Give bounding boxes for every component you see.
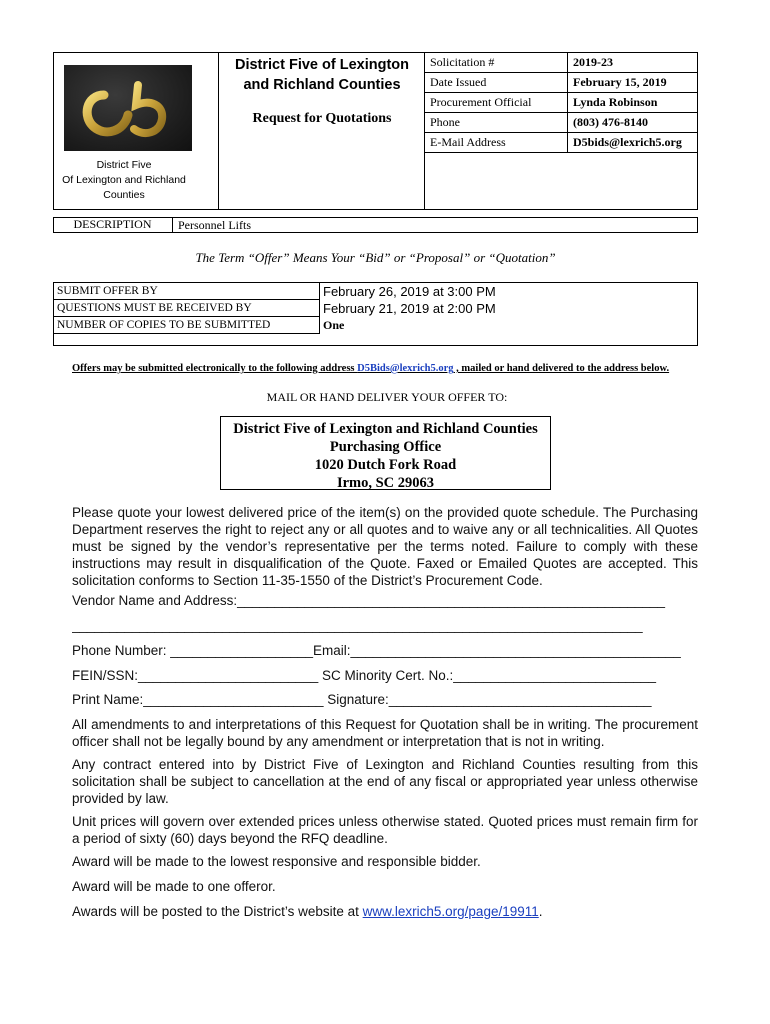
address-line: 1020 Dutch Fork Road: [314, 457, 457, 473]
print-signature-field[interactable]: Print Name:________________________ Signature:___________________________________: [72, 692, 652, 707]
info-row: [425, 113, 697, 133]
info-label: Procurement Official: [425, 93, 568, 113]
info-value: February 15, 2019: [568, 73, 698, 93]
phone-email-field[interactable]: Phone Number: ___________________Email:____________________________________________: [72, 643, 681, 658]
logo-caption: [56, 158, 192, 203]
unit-prices-paragraph: Unit prices will govern over extended prices unless otherwise stated. Quoted prices must remain firm for a period of sixty (60) days beyond the RFQ deadline.: [72, 814, 698, 846]
info-row: [425, 53, 697, 73]
org-title-line: and Richland Counties: [243, 77, 401, 93]
description-label: DESCRIPTION: [53, 217, 173, 233]
info-row: [425, 73, 697, 93]
awards-text: .: [538, 904, 543, 919]
vendor-address-field[interactable]: ____________________________________________________________________________: [72, 618, 643, 633]
submission-row: [54, 317, 697, 334]
award-single-offeror: Award will be made to one offeror.: [72, 879, 276, 894]
info-value: D5bids@lexrich5.org: [568, 133, 698, 153]
awards-text: Awards will be posted to the District’s website at: [72, 904, 363, 919]
amendments-paragraph: All amendments to and interpretations of this Request for Quotation shall be in writing. The procurement officer shall not be legally bound by any amendment or interpretation that is not in writing.: [72, 717, 698, 749]
info-label: Date Issued: [425, 73, 568, 93]
logo-caption-line: District Five: [96, 159, 152, 171]
mailing-address: [220, 416, 551, 490]
bids-email-link[interactable]: D5Bids@lexrich5.org: [357, 363, 454, 374]
submission-row: [54, 300, 697, 317]
address-line: Irmo, SC 29063: [336, 475, 435, 491]
info-row: [425, 93, 697, 113]
submission-label: QUESTIONS MUST BE RECEIVED BY: [54, 300, 320, 317]
address-line: District Five of Lexington and Richland Counties: [233, 421, 538, 437]
submission-table: [53, 282, 698, 346]
fein-minority-field[interactable]: FEIN/SSN:________________________ SC Minority Cert. No.:___________________________: [72, 668, 656, 683]
org-title-line: District Five of Lexington: [234, 57, 409, 73]
award-criteria: Award will be made to the lowest responsive and responsible bidder.: [72, 854, 481, 869]
submission-row: [54, 283, 697, 300]
submission-value: February 21, 2019 at 2:00 PM: [323, 300, 496, 316]
logo-caption-line: Of Lexington and Richland: [62, 174, 186, 186]
offer-term-definition: The Term “Offer” Means Your “Bid” or “Proposal” or “Quotation”: [195, 250, 556, 265]
submission-value: One: [323, 317, 345, 332]
district-logo: [64, 65, 192, 151]
org-title: [220, 55, 424, 95]
info-label: E-Mail Address: [425, 133, 568, 153]
mail-instruction: MAIL OR HAND DELIVER YOUR OFFER TO:: [266, 390, 508, 404]
info-value: (803) 476-8140: [568, 113, 698, 133]
info-row: [425, 133, 697, 153]
vendor-name-field[interactable]: Vendor Name and Address:_________________________________________________________: [72, 593, 666, 608]
info-value: Lynda Robinson: [568, 93, 698, 113]
info-label: Solicitation #: [425, 53, 568, 73]
submission-label: NUMBER OF COPIES TO BE SUBMITTED: [54, 317, 320, 334]
awards-website-link[interactable]: www.lexrich5.org/page/19911: [362, 904, 539, 919]
address-line: Purchasing Office: [329, 439, 442, 455]
info-label: Phone: [425, 113, 568, 133]
awards-posting: [72, 903, 698, 920]
submission-label: SUBMIT OFFER BY: [54, 283, 320, 300]
quote-instructions: Please quote your lowest delivered price of the item(s) on the provided quote schedule. The Purchasing Department reserves the right to reject any or all quotes and to waive any or all technicalities. All Quotes must be signed by the vendor’s representative per the terms noted. Failure to comply with these instructions may result in disqualification of the Quote. Faxed or Emailed Quotes are accepted. This solicitation conforms to Section 11-35-1550 of the District’s Procurement Code.: [72, 505, 698, 588]
d5-logo-icon: [64, 65, 192, 151]
info-value: 2019-23: [568, 53, 698, 73]
description-value: Personnel Lifts: [178, 218, 251, 232]
document-title: Request for Quotations: [252, 111, 392, 126]
contract-paragraph: Any contract entered into by District Five of Lexington and Richland Counties resulting from this solicitation shall be subject to cancellation at the end of any fiscal or appropriated year unless otherwise provided by law.: [72, 757, 698, 806]
solicitation-info: [425, 52, 698, 210]
logo-caption-line: Counties: [103, 189, 145, 201]
note-text: Offers may be submitted electronically to the following address: [72, 363, 358, 374]
electronic-submission-note: [72, 362, 702, 375]
submission-value: February 26, 2019 at 3:00 PM: [323, 283, 496, 299]
note-text: , mailed or hand delivered to the address below.: [453, 363, 670, 374]
